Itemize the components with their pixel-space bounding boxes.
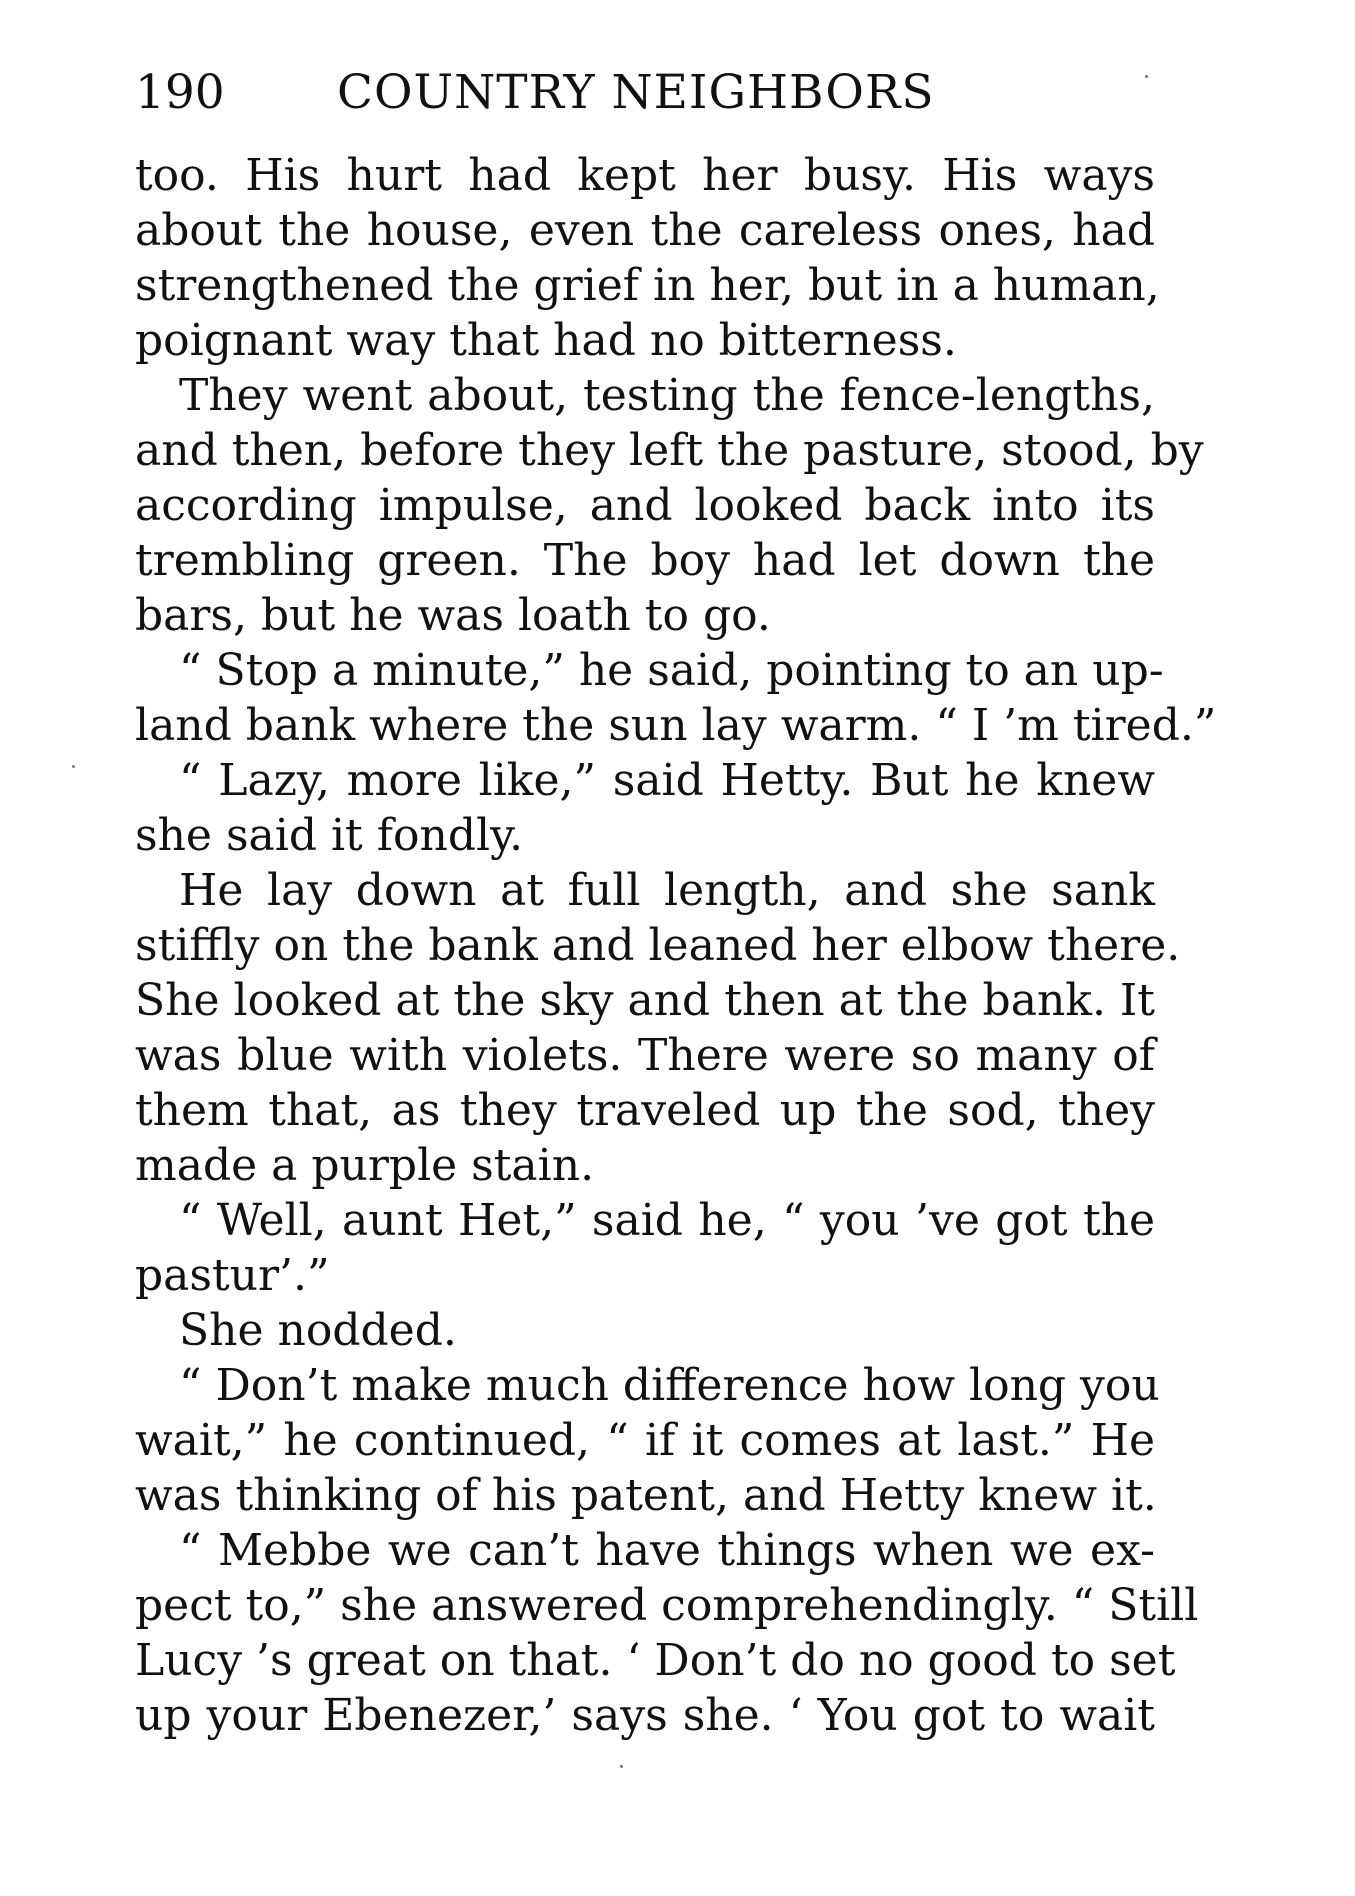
text-line: she said it fondly. bbox=[135, 810, 524, 861]
text-line: bars, but he was loath to go. bbox=[135, 590, 771, 641]
text-line: was thinking of his patent, and Hetty knew it. bbox=[135, 1470, 1157, 1521]
text-line: too. His hurt had kept her busy. His ways bbox=[135, 150, 1155, 201]
text-line: They went about, testing the fence-lengths, bbox=[179, 370, 1155, 421]
text-line: She nodded. bbox=[179, 1305, 457, 1356]
text-line: “ Don’t make much difference how long you bbox=[179, 1360, 1160, 1411]
text-line: Lucy ’s great on that. ‘ Don’t do no good to set bbox=[135, 1635, 1176, 1686]
text-line: and then, before they left the pasture, stood, by bbox=[135, 425, 1204, 476]
text-line: “ Mebbe we can’t have things when we ex- bbox=[179, 1525, 1155, 1576]
text-line: pastur’.” bbox=[135, 1250, 330, 1301]
text-line: was blue with violets. There were so many of bbox=[135, 1030, 1155, 1081]
text-line: “ Lazy, more like,” said Hetty. But he knew bbox=[179, 755, 1155, 806]
text-line: about the house, even the careless ones, had bbox=[135, 205, 1155, 256]
text-line: He lay down at full length, and she sank bbox=[179, 865, 1155, 916]
text-line: strengthened the grief in her, but in a human, bbox=[135, 260, 1160, 311]
text-line: land bank where the sun lay warm. “ I ’m tired.” bbox=[135, 700, 1217, 751]
text-line: poignant way that had no bitterness. bbox=[135, 315, 957, 366]
text-line: “ Well, aunt Het,” said he, “ you ’ve got the bbox=[179, 1195, 1155, 1246]
paper-speck bbox=[620, 1765, 623, 1768]
body-text bbox=[135, 148, 1217, 1743]
text-line: wait,” he continued, “ if it comes at last.” He bbox=[135, 1415, 1155, 1466]
text-line: pect to,” she answered comprehendingly. “ Still bbox=[135, 1580, 1199, 1631]
paper-speck bbox=[1145, 75, 1148, 78]
running-head bbox=[135, 58, 1175, 128]
text-line: “ Stop a minute,” he said, pointing to an up- bbox=[179, 645, 1164, 696]
text-line: trembling green. The boy had let down the bbox=[135, 535, 1155, 586]
text-line: them that, as they traveled up the sod, they bbox=[135, 1085, 1155, 1136]
page-number: 190 bbox=[135, 65, 225, 120]
running-title: COUNTRY NEIGHBORS bbox=[337, 65, 935, 120]
paper-speck bbox=[72, 765, 75, 768]
text-line: up your Ebenezer,’ says she. ‘ You got to wait bbox=[135, 1690, 1155, 1741]
text-line: made a purple stain. bbox=[135, 1140, 595, 1191]
text-line: She looked at the sky and then at the bank. It bbox=[135, 975, 1155, 1026]
text-line: stiffly on the bank and leaned her elbow there. bbox=[135, 920, 1181, 971]
text-line: according impulse, and looked back into its bbox=[135, 480, 1155, 531]
